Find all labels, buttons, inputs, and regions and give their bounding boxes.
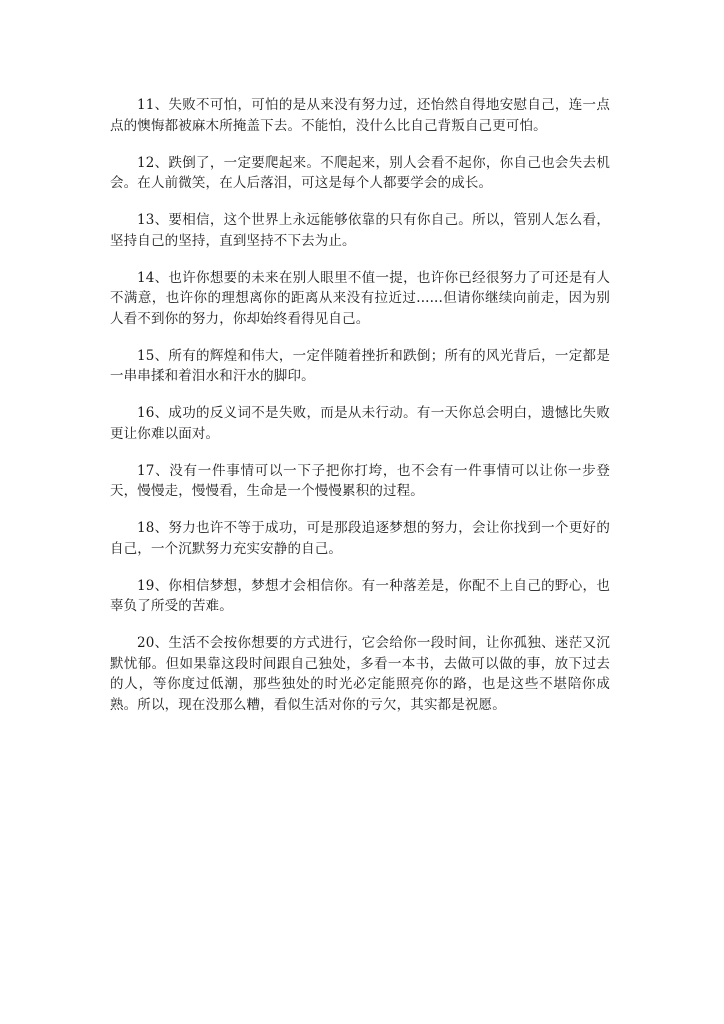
paragraph-11: 11、失败不可怕，可怕的是从来没有努力过，还怡然自得地安慰自己，连一点点的懊悔都被麻木所掩盖下去。不能怕，没什么比自己背叛自己更可怕。	[110, 97, 610, 134]
paragraph-18: 18、努力也许不等于成功，可是那段追逐梦想的努力，会让你找到一个更好的自己，一个沉默努力充实安静的自己。	[110, 520, 610, 557]
paragraph-20: 20、生活不会按你想要的方式进行，它会给你一段时间，让你孤独、迷茫又沉默忧郁。但如果靠这段时间跟自己独处，多看一本书，去做可以做的事，放下过去的人，等你度过低潮，那些独处的时光必定能照亮你的路，也是这些不堪陪你成熟。所以，现在没那么糟，看似生活对你的亏欠，其实都是祝愿。	[110, 635, 610, 713]
paragraph-15: 15、所有的辉煌和伟大，一定伴随着挫折和跌倒；所有的风光背后，一定都是一串串揉和着泪水和汗水的脚印。	[110, 347, 610, 384]
paragraph-12: 12、跌倒了，一定要爬起来。不爬起来，别人会看不起你，你自己也会失去机会。在人前微笑，在人后落泪，可这是每个人都要学会的成长。	[110, 154, 610, 191]
paragraph-13: 13、要相信，这个世界上永远能够依靠的只有你自己。所以，管别人怎么看，坚持自己的坚持，直到坚持不下去为止。	[110, 212, 610, 249]
document-body	[110, 95, 610, 732]
paragraph-16: 16、成功的反义词不是失败，而是从未行动。有一天你总会明白，遗憾比失败更让你难以面对。	[110, 405, 610, 442]
paragraph-14: 14、也许你想要的未来在别人眼里不值一提，也许你已经很努力了可还是有人不满意，也许你的理想离你的距离从来没有拉近过......但请你继续向前走，因为别人看不到你的努力，你却始终看得见自己。	[110, 269, 610, 327]
paragraph-19: 19、你相信梦想，梦想才会相信你。有一种落差是，你配不上自己的野心，也辜负了所受的苦难。	[110, 577, 610, 614]
paragraph-17: 17、没有一件事情可以一下子把你打垮，也不会有一件事情可以让你一步登天，慢慢走，慢慢看，生命是一个慢慢累积的过程。	[110, 462, 610, 499]
